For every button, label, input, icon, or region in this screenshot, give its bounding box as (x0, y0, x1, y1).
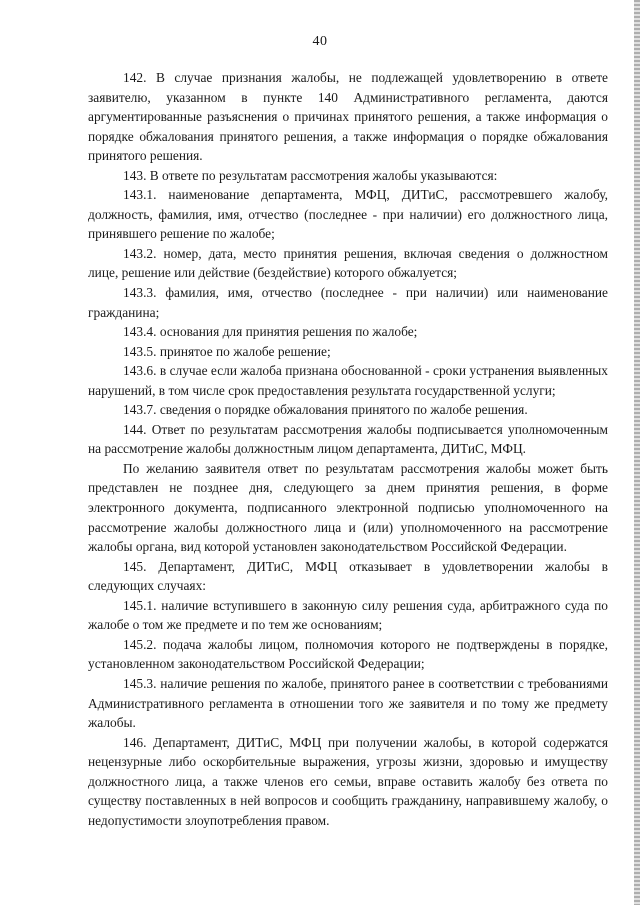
paragraph-145-2: 145.2. подача жалобы лицом, полномочия которого не подтверждены в порядке, установленном законодательством Российской Федерации; (88, 636, 608, 672)
paragraph-143-3: 143.3. фамилия, имя, отчество (последнее - при наличии) или наименование гражданина; (88, 285, 608, 320)
paragraph-143-5: 143.5. принятое по жалобе решение; (123, 343, 331, 359)
paragraph-143: 143. В ответе по результатам рассмотрения жалобы указываются: (123, 167, 498, 183)
paragraph-143-2: 143.2. номер, дата, место принятия решения, включая сведения о должностном лице, решение или действие (бездействие) которого обжалуется; (88, 245, 608, 281)
page-number: 40 (312, 34, 328, 49)
document-body (88, 68, 608, 830)
scan-edge-border (634, 0, 640, 905)
paragraph-144: 144. Ответ по результатам рассмотрения жалобы подписывается уполномоченным на рассмотрение жалобы должностным лицом департамента, ДИТиС, МФЦ. (88, 421, 608, 457)
paragraph-143-4: 143.4. основания для принятия решения по жалобе; (123, 324, 418, 340)
paragraph-144-electronic-response: По желанию заявителя ответ по результатам рассмотрения жалобы может быть представлен не позднее дня, следующего за днем принятия решения, в форме электронного документа, подписанного электронной подписью уполномоченного на рассмотрение жалобы должностного лица и (или) уполномоченного на рассмотрение жалобы органа, вид которой установлен законодательством Российской Федерации. (88, 460, 608, 555)
paragraph-146: 146. Департамент, ДИТиС, МФЦ при получении жалобы, в которой содержатся нецензурные либо оскорбительные выражения, угрозы жизни, здоровью и имуществу должностного лица, а также членов его семьи, вправе оставить жалобу без ответа по существу поставленных в ней вопросов и сообщить гражданину, направившему жалобу, о недопустимости злоупотребления правом. (88, 734, 608, 828)
paragraph-143-1: 143.1. наименование департамента, МФЦ, ДИТиС, рассмотревшего жалобу, должность, фамилия, имя, отчество (последнее - при наличии) его должностного лица, принявшего решение по жалобе; (88, 187, 608, 242)
paragraph-143-6: 143.6. в случае если жалоба признана обоснованной - сроки устранения выявленных нарушений, в том числе срок предоставления результата государственной услуги; (88, 363, 608, 398)
paragraph-142: 142. В случае признания жалобы, не подлежащей удовлетворению в ответе заявителю, указанном в пункте 140 Административного регламента, даются аргументированные разъяснения о причинах принятого решения, а также информация о порядке обжалования принятого решения, а также информация о порядке обжалования принятого решения. (88, 70, 608, 164)
paragraph-143-7: 143.7. сведения о порядке обжалования принятого по жалобе решения. (123, 402, 528, 418)
paragraph-145-3: 145.3. наличие решения по жалобе, принятого ранее в соответствии с требованиями Административного регламента в отношении того же заявителя и по тому же предмету жалобы. (88, 675, 608, 731)
paragraph-145: 145. Департамент, ДИТиС, МФЦ отказывает в удовлетворении жалобы в следующих случаях: (88, 558, 608, 594)
paragraph-145-1: 145.1. наличие вступившего в законную силу решения суда, арбитражного суда по жалобе о том же предмете и по тем же основаниям; (88, 597, 608, 633)
